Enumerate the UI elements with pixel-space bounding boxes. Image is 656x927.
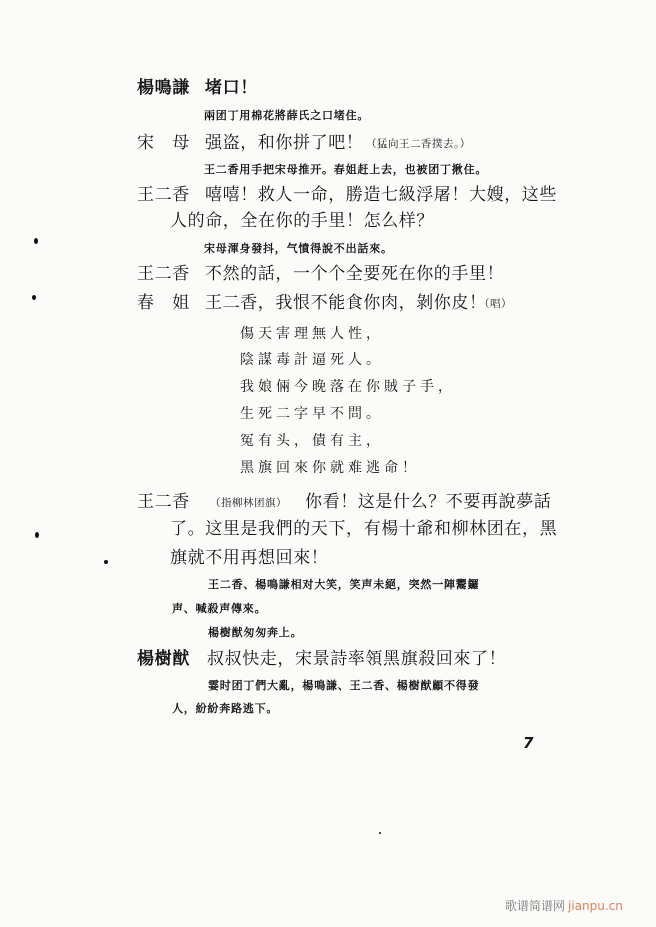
dialogue-continuation: 了。这里是我們的天下，有楊十爺和柳林团在，黑	[170, 519, 558, 539]
dialogue-text: 王二香，我恨不能食你肉，剝你皮！	[205, 293, 487, 313]
dialogue-text: 叔叔快走，宋景詩率領黑旗殺回來了！	[207, 649, 507, 669]
inline-aside: （指柳林团旗）	[210, 497, 287, 509]
speaker-name: 王二香	[137, 264, 190, 284]
speaker-name: 楊樹猷	[137, 649, 190, 669]
scan-speck	[32, 295, 36, 300]
stage-direction: 王二香用手把宋母推开。春姐赶上去，也被团丁揪住。	[204, 163, 488, 176]
stage-direction: 王二香、楊鳴謙相对大笑，笑声未絕，突然一陣鬻鑼	[208, 578, 480, 591]
dialogue-text: 你看！这是什么？不要再說夢話	[305, 492, 552, 512]
inline-aside: （猛向王二香撲去。）	[366, 138, 471, 150]
inline-aside: （唱）	[479, 298, 512, 310]
verse-line: 冤有头，債有主，	[240, 433, 384, 449]
scan-speck	[35, 532, 39, 538]
verse-line: 陰謀毒計逼死人。	[240, 352, 384, 368]
scan-speck	[34, 238, 38, 244]
scan-speck	[379, 832, 381, 834]
stage-direction: 楊樹猷匆匆奔上。	[208, 626, 303, 639]
verse-line: 我娘倆今晚落在你賊子手，	[240, 379, 456, 395]
watermark	[505, 897, 623, 914]
speaker-name: 楊鳴謙	[137, 78, 190, 98]
stage-direction: 兩团丁用棉花將薛氏之口堵住。	[204, 109, 370, 122]
stage-direction: 宋母渾身發抖，气憤得說不出話來。	[204, 242, 393, 255]
dialogue-text: 强盗，和你拼了吧！	[205, 133, 364, 153]
speaker-name: 王二香	[137, 185, 190, 205]
stage-direction-continuation: 声、喊殺声傳來。	[172, 602, 267, 615]
dialogue-continuation: 人的命，全在你的手里！怎么样？	[170, 211, 434, 231]
speaker-name: 春 姐	[137, 293, 190, 313]
scan-speck	[104, 560, 108, 564]
dialogue-continuation: 旗就不用再想回來！	[170, 548, 329, 568]
page-number: 7	[523, 734, 534, 752]
speaker-name: 王二香	[137, 492, 190, 512]
dialogue-text: 不然的話，一个个全要死在你的手里！	[205, 264, 505, 284]
stage-direction: 霎时团丁們大亂，楊鳴謙、王二香、楊樹猷顧不得發	[208, 679, 480, 692]
speaker-name: 宋 母	[137, 133, 190, 153]
dialogue-text: 嘻嘻！救人一命，勝造七級浮屠！大嫂，这些	[205, 185, 557, 205]
dialogue-text: 堵口！	[205, 78, 258, 98]
watermark-cn: 歌谱简谱网	[505, 899, 566, 913]
stage-direction-continuation: 人，紛紛奔路逃下。	[172, 702, 279, 715]
verse-line: 生死二字早不問。	[240, 406, 384, 422]
watermark-en: jianpu.cn	[568, 899, 623, 913]
verse-line: 黑旗回來你就难逃命！	[240, 460, 420, 476]
verse-line: 傷天害理無人性，	[240, 326, 384, 342]
